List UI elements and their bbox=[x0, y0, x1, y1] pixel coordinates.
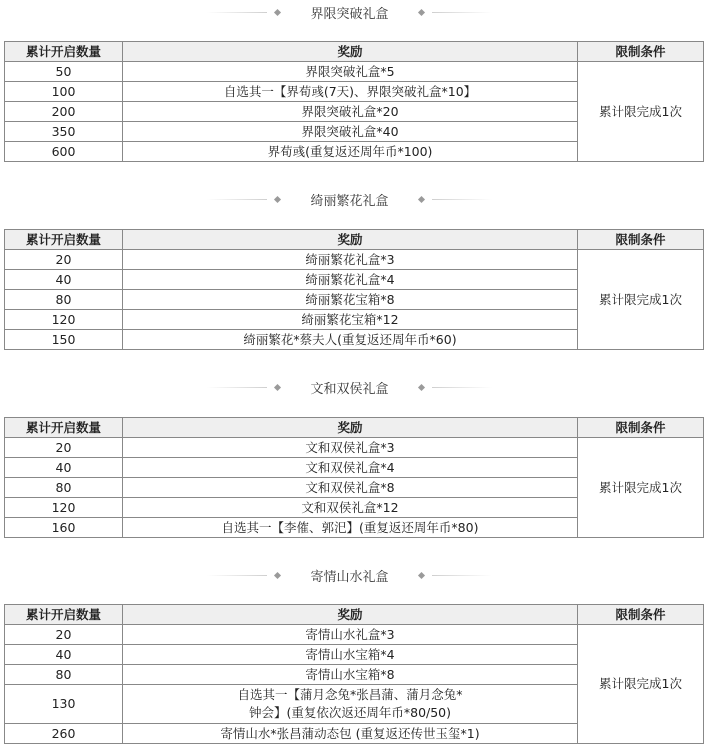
reward-cell: 绮丽繁花礼盒*4 bbox=[123, 270, 578, 290]
diamond-icon bbox=[274, 195, 281, 202]
count-cell: 80 bbox=[5, 665, 123, 685]
diamond-icon bbox=[417, 383, 424, 390]
limit-cell: 累计限完成1次 bbox=[578, 250, 704, 350]
table-row bbox=[5, 438, 704, 458]
diamond-icon bbox=[274, 383, 281, 390]
reward-cell: 文和双侯礼盒*4 bbox=[123, 458, 578, 478]
section-title-text: 绮丽繁花礼盒 bbox=[310, 193, 389, 209]
reward-cell: 界限突破礼盒*20 bbox=[123, 102, 578, 122]
section-title-text: 寄情山水礼盒 bbox=[310, 569, 389, 585]
title-rule-right bbox=[432, 199, 492, 200]
reward-table-1 bbox=[4, 41, 704, 162]
count-cell: 600 bbox=[5, 142, 123, 162]
header-count: 累计开启数量 bbox=[5, 418, 123, 438]
reward-cell: 绮丽繁花宝箱*8 bbox=[123, 290, 578, 310]
reward-cell: 自选其一【李傕、郭汜】(重复返还周年币*80) bbox=[123, 518, 578, 538]
diamond-icon bbox=[274, 571, 281, 578]
title-rule-right bbox=[432, 575, 492, 576]
reward-table-4 bbox=[4, 604, 704, 744]
reward-cell: 文和双侯礼盒*12 bbox=[123, 498, 578, 518]
table-header-row bbox=[5, 605, 704, 625]
section-title-text: 界限突破礼盒 bbox=[310, 6, 389, 22]
diamond-icon bbox=[417, 195, 424, 202]
reward-cell: 绮丽繁花礼盒*3 bbox=[123, 250, 578, 270]
table-row bbox=[5, 250, 704, 270]
section-title-2 bbox=[0, 189, 699, 209]
table-header-row bbox=[5, 230, 704, 250]
section-title-3 bbox=[0, 377, 699, 397]
count-cell: 40 bbox=[5, 458, 123, 478]
section-title-text: 文和双侯礼盒 bbox=[310, 381, 389, 397]
title-rule-right bbox=[432, 12, 492, 13]
count-cell: 40 bbox=[5, 270, 123, 290]
header-limit: 限制条件 bbox=[578, 230, 704, 250]
diamond-icon bbox=[417, 8, 424, 15]
count-cell: 80 bbox=[5, 290, 123, 310]
reward-cell: 文和双侯礼盒*8 bbox=[123, 478, 578, 498]
reward-cell: 寄情山水*张昌蒲动态包 (重复返还传世玉玺*1) bbox=[123, 724, 578, 744]
reward-cell: 自选其一【界荀彧(7天)、界限突破礼盒*10】 bbox=[123, 82, 578, 102]
reward-table-2 bbox=[4, 229, 704, 350]
reward-cell: 界荀彧(重复返还周年币*100) bbox=[123, 142, 578, 162]
header-count: 累计开启数量 bbox=[5, 42, 123, 62]
count-cell: 120 bbox=[5, 498, 123, 518]
count-cell: 20 bbox=[5, 250, 123, 270]
reward-cell: 界限突破礼盒*5 bbox=[123, 62, 578, 82]
limit-cell: 累计限完成1次 bbox=[578, 62, 704, 162]
limit-cell: 累计限完成1次 bbox=[578, 438, 704, 538]
count-cell: 50 bbox=[5, 62, 123, 82]
title-rule-right bbox=[432, 387, 492, 388]
section-title-4 bbox=[0, 565, 699, 585]
count-cell: 160 bbox=[5, 518, 123, 538]
header-reward: 奖励 bbox=[123, 42, 578, 62]
reward-cell: 寄情山水宝箱*8 bbox=[123, 665, 578, 685]
header-limit: 限制条件 bbox=[578, 418, 704, 438]
reward-cell: 寄情山水礼盒*3 bbox=[123, 625, 578, 645]
title-rule-left bbox=[207, 12, 267, 13]
reward-cell: 绮丽繁花宝箱*12 bbox=[123, 310, 578, 330]
count-cell: 20 bbox=[5, 625, 123, 645]
table-header-row bbox=[5, 418, 704, 438]
table-row bbox=[5, 625, 704, 645]
limit-cell: 累计限完成1次 bbox=[578, 625, 704, 744]
diamond-icon bbox=[274, 8, 281, 15]
section-title-1 bbox=[0, 2, 699, 22]
reward-cell: 寄情山水宝箱*4 bbox=[123, 645, 578, 665]
count-cell: 150 bbox=[5, 330, 123, 350]
count-cell: 120 bbox=[5, 310, 123, 330]
title-rule-left bbox=[207, 575, 267, 576]
count-cell: 20 bbox=[5, 438, 123, 458]
header-count: 累计开启数量 bbox=[5, 605, 123, 625]
count-cell: 260 bbox=[5, 724, 123, 744]
count-cell: 130 bbox=[5, 685, 123, 724]
header-reward: 奖励 bbox=[123, 605, 578, 625]
reward-cell: 自选其一【蒲月念兔*张昌蒲、蒲月念兔*钟会】(重复依次返还周年币*80/50) bbox=[123, 685, 578, 724]
count-cell: 350 bbox=[5, 122, 123, 142]
title-rule-left bbox=[207, 199, 267, 200]
header-reward: 奖励 bbox=[123, 230, 578, 250]
table-row bbox=[5, 62, 704, 82]
header-reward: 奖励 bbox=[123, 418, 578, 438]
count-cell: 200 bbox=[5, 102, 123, 122]
count-cell: 100 bbox=[5, 82, 123, 102]
reward-cell: 界限突破礼盒*40 bbox=[123, 122, 578, 142]
reward-table-3 bbox=[4, 417, 704, 538]
reward-cell: 绮丽繁花*蔡夫人(重复返还周年币*60) bbox=[123, 330, 578, 350]
header-count: 累计开启数量 bbox=[5, 230, 123, 250]
count-cell: 80 bbox=[5, 478, 123, 498]
reward-cell: 文和双侯礼盒*3 bbox=[123, 438, 578, 458]
diamond-icon bbox=[417, 571, 424, 578]
table-header-row bbox=[5, 42, 704, 62]
count-cell: 40 bbox=[5, 645, 123, 665]
header-limit: 限制条件 bbox=[578, 605, 704, 625]
title-rule-left bbox=[207, 387, 267, 388]
header-limit: 限制条件 bbox=[578, 42, 704, 62]
